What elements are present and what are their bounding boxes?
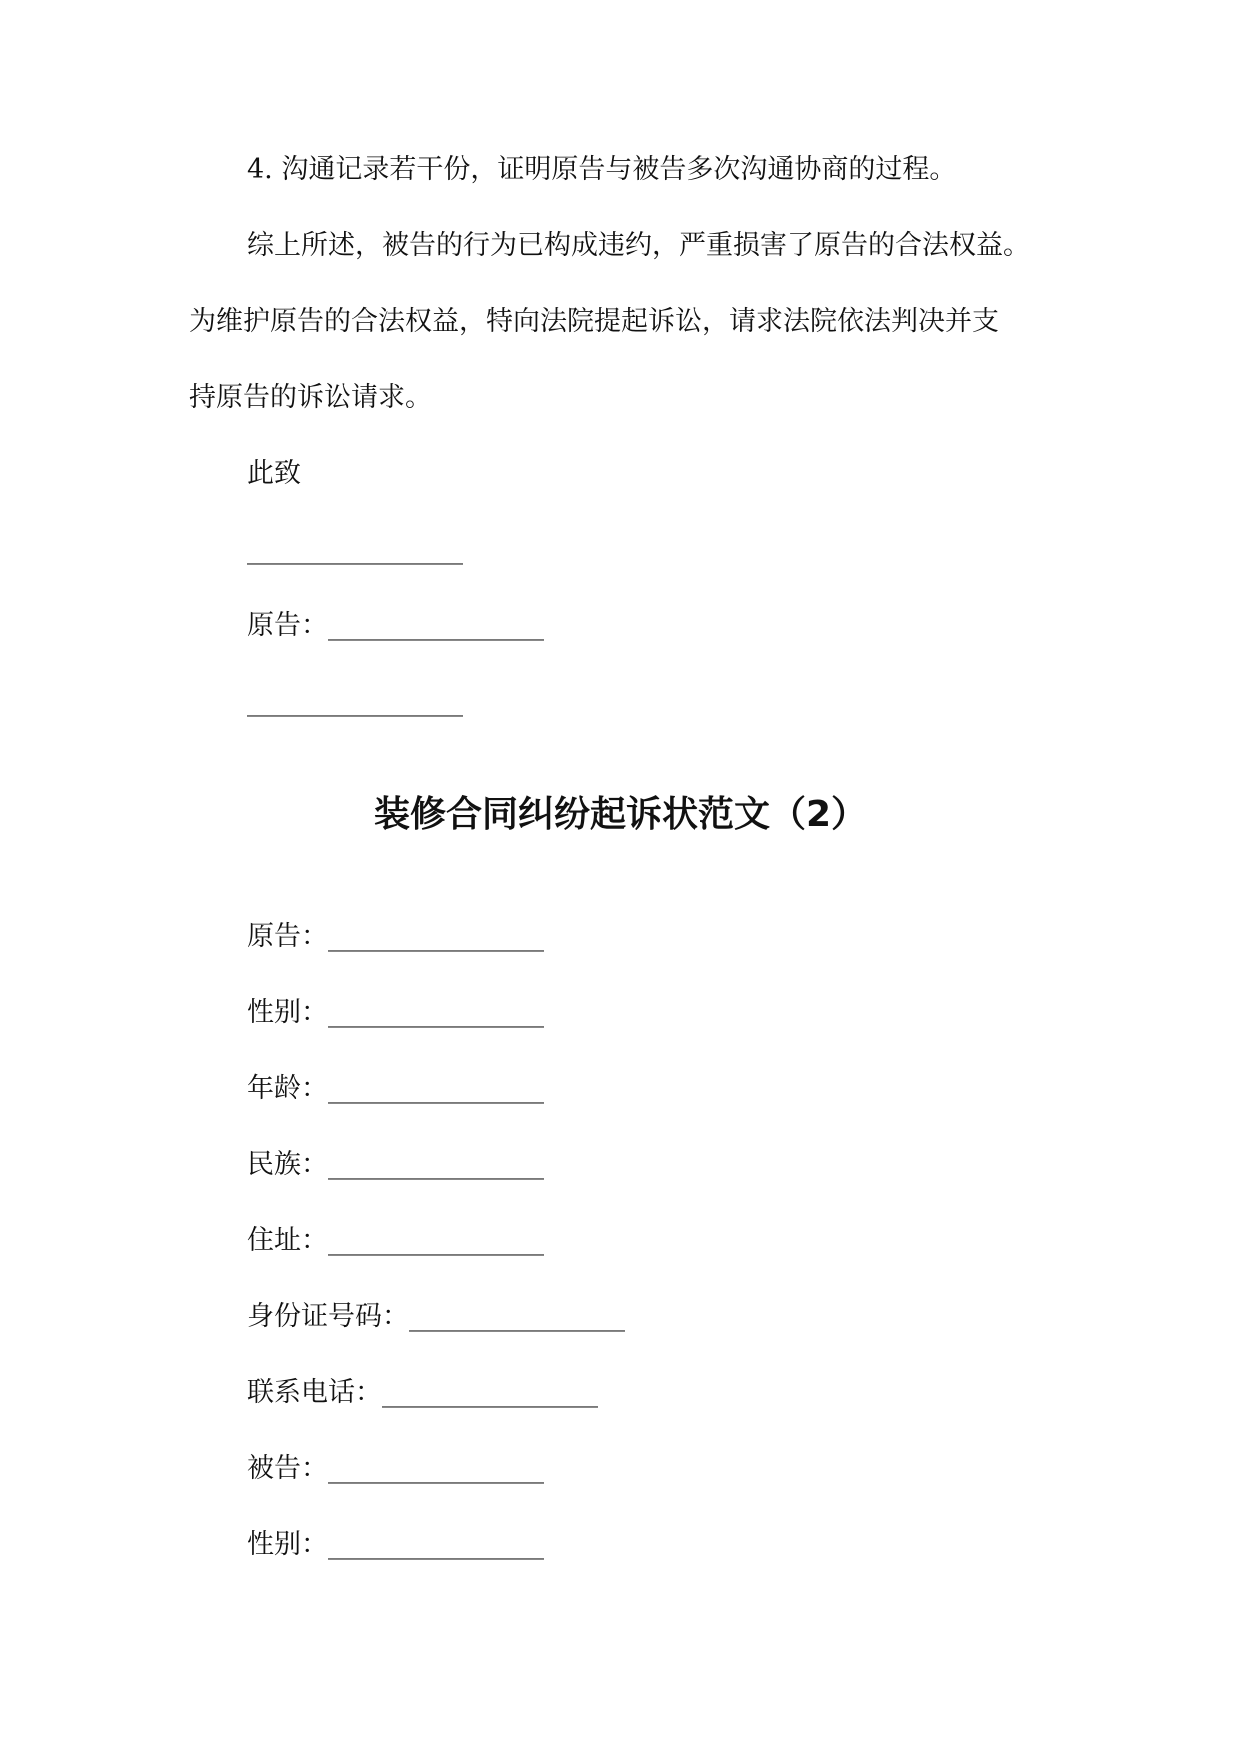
field-label: 住址： [247, 1225, 328, 1256]
field-defendant-gender [247, 1525, 544, 1565]
field-label: 原告： [247, 921, 328, 952]
field-blank: ________________ [328, 1149, 544, 1180]
field-label: 年龄： [247, 1073, 328, 1104]
field-label: 性别： [247, 1529, 328, 1560]
signature-plaintiff [247, 606, 544, 646]
summary-paragraph-line-3: 持原告的诉讼请求。 [189, 382, 432, 413]
field-age [247, 1069, 544, 1109]
signature-blank-top: ________________ [247, 534, 463, 565]
field-blank: ________________ [328, 1529, 544, 1560]
field-label: 被告： [247, 1453, 328, 1484]
field-label: 身份证号码： [247, 1301, 409, 1332]
field-blank: ________________ [328, 921, 544, 952]
field-phone [247, 1373, 598, 1413]
field-address [247, 1221, 544, 1261]
field-blank: ________________ [382, 1377, 598, 1408]
field-blank: ________________ [328, 1225, 544, 1256]
field-label: 性别： [247, 997, 328, 1028]
field-label: 联系电话： [247, 1377, 382, 1408]
summary-paragraph-line-1: 综上所述，被告的行为已构成违约，严重损害了原告的合法权益。 [247, 230, 1030, 261]
field-ethnicity [247, 1145, 544, 1185]
field-blank: ________________ [328, 1453, 544, 1484]
summary-paragraph-line-2: 为维护原告的合法权益，特向法院提起诉讼，请求法院依法判决并支 [189, 306, 999, 337]
section-2-title: 装修合同纠纷起诉状范文（2） [373, 794, 868, 835]
field-blank: ________________ [328, 1073, 544, 1104]
signature-blank-bottom: ________________ [247, 686, 463, 717]
salutation: 此致 [247, 458, 301, 489]
evidence-item-4: 4. 沟通记录若干份，证明原告与被告多次沟通协商的过程。 [247, 154, 957, 185]
signature-plaintiff-label: 原告： [247, 610, 328, 641]
signature-plaintiff-blank: ________________ [328, 610, 544, 641]
field-plaintiff [247, 917, 544, 957]
field-id-number [247, 1297, 625, 1337]
field-defendant [247, 1449, 544, 1489]
field-gender [247, 993, 544, 1033]
field-blank: ________________ [409, 1301, 625, 1332]
field-label: 民族： [247, 1149, 328, 1180]
field-blank: ________________ [328, 997, 544, 1028]
